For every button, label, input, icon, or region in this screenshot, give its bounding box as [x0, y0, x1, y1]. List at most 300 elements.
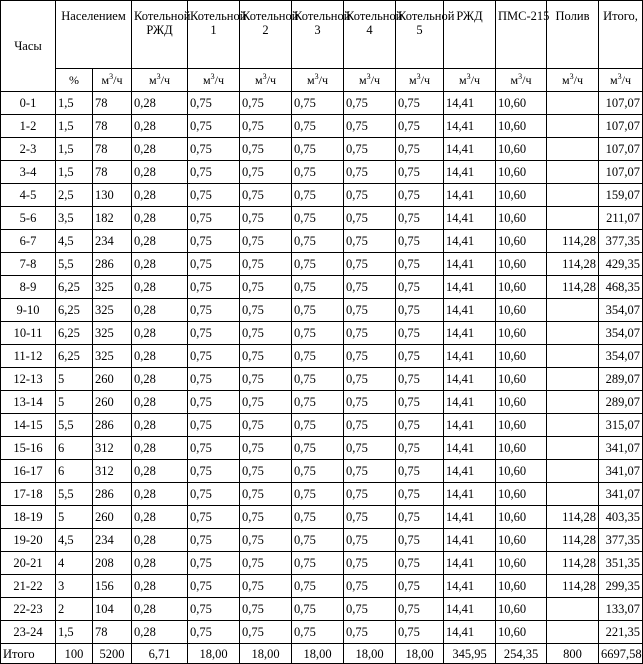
- cell-boiler-3: 0,75: [292, 161, 344, 184]
- cell-hour: 2-3: [1, 138, 56, 161]
- table-row: [1, 460, 643, 483]
- cell-percent: 2,5: [56, 184, 93, 207]
- cell-boiler-5: 0,75: [396, 184, 444, 207]
- unit-m3h-label: $м^3/ч$: [307, 72, 328, 87]
- cell-total: 289,07: [599, 368, 643, 391]
- cell-boiler-1: 0,75: [188, 161, 240, 184]
- cell-boiler-2: 0,75: [240, 138, 292, 161]
- cell-boiler-2: 0,75: [240, 506, 292, 529]
- cell-boiler-rzd: 0,28: [132, 575, 188, 598]
- cell-total: 341,07: [599, 437, 643, 460]
- header-pms: [496, 1, 550, 69]
- cell-population: 286: [93, 253, 132, 276]
- cell-boiler-3: 0,75: [292, 253, 344, 276]
- table-row: [1, 276, 643, 299]
- cell-irrigation: 114,28: [547, 276, 599, 299]
- cell-boiler-2: 0,75: [240, 115, 292, 138]
- table-row: [1, 529, 643, 552]
- cell-rzd: 14,41: [444, 437, 496, 460]
- cell-boiler-rzd: 0,28: [132, 92, 188, 115]
- cell-hour: 16-17: [1, 460, 56, 483]
- cell-hour: 3-4: [1, 161, 56, 184]
- cell-rzd: 14,41: [444, 322, 496, 345]
- unit-percent: [56, 69, 93, 92]
- cell-total: 107,07: [599, 92, 643, 115]
- cell-boiler-2: 0,75: [240, 598, 292, 621]
- cell-rzd: 14,41: [444, 598, 496, 621]
- cell-boiler-1: 0,75: [188, 299, 240, 322]
- cell-rzd: 14,41: [444, 506, 496, 529]
- cell-boiler-4: 0,75: [344, 207, 396, 230]
- cell-irrigation: 114,28: [547, 253, 599, 276]
- cell-irrigation: [547, 184, 599, 207]
- cell-total: 341,07: [599, 460, 643, 483]
- cell-total: 354,07: [599, 345, 643, 368]
- unit-m3h: [396, 69, 444, 92]
- total-boiler-rzd: 6,71: [132, 644, 188, 664]
- cell-boiler-5: 0,75: [396, 575, 444, 598]
- cell-percent: 5,5: [56, 483, 93, 506]
- cell-population: 104: [93, 598, 132, 621]
- cell-population: 325: [93, 322, 132, 345]
- cell-boiler-rzd: 0,28: [132, 115, 188, 138]
- cell-boiler-4: 0,75: [344, 184, 396, 207]
- header-boiler-3: [292, 1, 351, 69]
- header-population: [56, 1, 132, 69]
- cell-percent: 3,5: [56, 207, 93, 230]
- cell-boiler-4: 0,75: [344, 161, 396, 184]
- cell-boiler-5: 0,75: [396, 138, 444, 161]
- cell-rzd: 14,41: [444, 92, 496, 115]
- cell-boiler-5: 0,75: [396, 483, 444, 506]
- cell-boiler-2: 0,75: [240, 437, 292, 460]
- cell-pms: 10,60: [496, 621, 547, 644]
- cell-hour: 11-12: [1, 345, 56, 368]
- cell-rzd: 14,41: [444, 184, 496, 207]
- cell-irrigation: [547, 460, 599, 483]
- cell-pms: 10,60: [496, 184, 547, 207]
- cell-boiler-4: 0,75: [344, 391, 396, 414]
- cell-boiler-3: 0,75: [292, 483, 344, 506]
- unit-percent-label: %: [69, 73, 79, 87]
- cell-boiler-4: 0,75: [344, 460, 396, 483]
- header-boiler-1-label: Котельной 1: [190, 9, 247, 37]
- cell-population: 156: [93, 575, 132, 598]
- cell-boiler-5: 0,75: [396, 161, 444, 184]
- cell-population: 78: [93, 621, 132, 644]
- cell-total: 468,35: [599, 276, 643, 299]
- cell-boiler-rzd: 0,28: [132, 391, 188, 414]
- cell-rzd: 14,41: [444, 414, 496, 437]
- cell-population: 78: [93, 92, 132, 115]
- cell-boiler-4: 0,75: [344, 138, 396, 161]
- cell-boiler-1: 0,75: [188, 621, 240, 644]
- cell-hour: 14-15: [1, 414, 56, 437]
- cell-population: 325: [93, 299, 132, 322]
- cell-boiler-1: 0,75: [188, 368, 240, 391]
- cell-boiler-1: 0,75: [188, 414, 240, 437]
- cell-boiler-1: 0,75: [188, 253, 240, 276]
- cell-boiler-5: 0,75: [396, 322, 444, 345]
- table-row: [1, 552, 643, 575]
- unit-m3h: [599, 69, 643, 92]
- cell-boiler-1: 0,75: [188, 115, 240, 138]
- cell-total: 351,35: [599, 552, 643, 575]
- cell-rzd: 14,41: [444, 207, 496, 230]
- unit-m3h-label: $м^3/ч$: [610, 72, 631, 87]
- cell-boiler-2: 0,75: [240, 161, 292, 184]
- cell-boiler-3: 0,75: [292, 460, 344, 483]
- cell-population: 234: [93, 230, 132, 253]
- cell-irrigation: [547, 621, 599, 644]
- cell-boiler-1: 0,75: [188, 437, 240, 460]
- cell-irrigation: 114,28: [547, 552, 599, 575]
- cell-boiler-2: 0,75: [240, 230, 292, 253]
- table-row: [1, 138, 643, 161]
- cell-boiler-3: 0,75: [292, 391, 344, 414]
- cell-total: 315,07: [599, 414, 643, 437]
- cell-boiler-1: 0,75: [188, 184, 240, 207]
- cell-hour: 9-10: [1, 299, 56, 322]
- cell-boiler-1: 0,75: [188, 483, 240, 506]
- cell-boiler-3: 0,75: [292, 276, 344, 299]
- cell-population: 286: [93, 414, 132, 437]
- cell-irrigation: 114,28: [547, 529, 599, 552]
- cell-boiler-rzd: 0,28: [132, 253, 188, 276]
- header-hours-label: Часы: [14, 39, 42, 53]
- cell-rzd: 14,41: [444, 460, 496, 483]
- cell-boiler-rzd: 0,28: [132, 230, 188, 253]
- cell-boiler-rzd: 0,28: [132, 598, 188, 621]
- cell-total: 377,35: [599, 230, 643, 253]
- cell-pms: 10,60: [496, 276, 547, 299]
- cell-pms: 10,60: [496, 437, 547, 460]
- cell-boiler-5: 0,75: [396, 460, 444, 483]
- cell-boiler-4: 0,75: [344, 575, 396, 598]
- cell-boiler-rzd: 0,28: [132, 276, 188, 299]
- cell-boiler-2: 0,75: [240, 92, 292, 115]
- cell-boiler-1: 0,75: [188, 230, 240, 253]
- cell-boiler-3: 0,75: [292, 345, 344, 368]
- table-row: [1, 115, 643, 138]
- header-total: [599, 1, 643, 69]
- cell-boiler-4: 0,75: [344, 598, 396, 621]
- cell-boiler-5: 0,75: [396, 276, 444, 299]
- cell-boiler-4: 0,75: [344, 92, 396, 115]
- cell-pms: 10,60: [496, 92, 547, 115]
- cell-boiler-1: 0,75: [188, 598, 240, 621]
- cell-rzd: 14,41: [444, 345, 496, 368]
- cell-percent: 6,25: [56, 322, 93, 345]
- cell-boiler-1: 0,75: [188, 322, 240, 345]
- cell-hour: 8-9: [1, 276, 56, 299]
- table-row: [1, 391, 643, 414]
- cell-percent: 5: [56, 506, 93, 529]
- table-row: [1, 299, 643, 322]
- unit-m3h-label: $м^3/ч$: [510, 72, 532, 87]
- cell-rzd: 14,41: [444, 161, 496, 184]
- cell-total: 354,07: [599, 299, 643, 322]
- cell-total: 354,07: [599, 322, 643, 345]
- cell-boiler-1: 0,75: [188, 276, 240, 299]
- cell-boiler-rzd: 0,28: [132, 437, 188, 460]
- cell-boiler-3: 0,75: [292, 322, 344, 345]
- cell-boiler-5: 0,75: [396, 115, 444, 138]
- cell-hour: 1-2: [1, 115, 56, 138]
- cell-boiler-1: 0,75: [188, 207, 240, 230]
- cell-population: 325: [93, 276, 132, 299]
- unit-m3h-label: $м^3/ч$: [101, 72, 123, 87]
- cell-irrigation: [547, 115, 599, 138]
- total-boiler-5: 18,00: [396, 644, 444, 664]
- cell-boiler-2: 0,75: [240, 414, 292, 437]
- table-row: [1, 161, 643, 184]
- cell-boiler-5: 0,75: [396, 598, 444, 621]
- total-boiler-1: 18,00: [188, 644, 240, 664]
- total-population: 5200: [93, 644, 132, 664]
- cell-total: 211,07: [599, 207, 643, 230]
- cell-boiler-3: 0,75: [292, 184, 344, 207]
- cell-percent: 6,25: [56, 299, 93, 322]
- cell-boiler-rzd: 0,28: [132, 414, 188, 437]
- cell-boiler-2: 0,75: [240, 253, 292, 276]
- cell-pms: 10,60: [496, 230, 547, 253]
- cell-irrigation: 114,28: [547, 506, 599, 529]
- cell-percent: 5,5: [56, 414, 93, 437]
- cell-boiler-1: 0,75: [188, 552, 240, 575]
- cell-boiler-5: 0,75: [396, 253, 444, 276]
- units-row: [1, 69, 643, 92]
- cell-population: 130: [93, 184, 132, 207]
- cell-boiler-1: 0,75: [188, 529, 240, 552]
- cell-pms: 10,60: [496, 483, 547, 506]
- total-rzd: 345,95: [444, 644, 496, 664]
- cell-total: 377,35: [599, 529, 643, 552]
- cell-hour: 17-18: [1, 483, 56, 506]
- unit-m3h-label: $м^3/ч$: [255, 72, 276, 87]
- cell-population: 78: [93, 138, 132, 161]
- header-total-label: Итого,: [603, 9, 638, 23]
- cell-population: 182: [93, 207, 132, 230]
- cell-boiler-rzd: 0,28: [132, 552, 188, 575]
- header-boiler-5-label: Котельной 5: [398, 9, 455, 37]
- header-boiler-4-label: Котельной 4: [346, 9, 403, 37]
- cell-boiler-2: 0,75: [240, 368, 292, 391]
- cell-rzd: 14,41: [444, 138, 496, 161]
- cell-percent: 6,25: [56, 276, 93, 299]
- cell-percent: 1,5: [56, 161, 93, 184]
- header-boiler-rzd: [132, 1, 191, 69]
- unit-m3h-label: $м^3/ч$: [149, 72, 170, 87]
- cell-boiler-1: 0,75: [188, 391, 240, 414]
- cell-boiler-4: 0,75: [344, 253, 396, 276]
- cell-boiler-rzd: 0,28: [132, 368, 188, 391]
- cell-boiler-2: 0,75: [240, 529, 292, 552]
- cell-irrigation: [547, 345, 599, 368]
- cell-total: 289,07: [599, 391, 643, 414]
- table-row: [1, 598, 643, 621]
- cell-boiler-3: 0,75: [292, 115, 344, 138]
- cell-percent: 6: [56, 460, 93, 483]
- header-boiler-3-label: Котельной 3: [294, 9, 351, 37]
- cell-rzd: 14,41: [444, 391, 496, 414]
- cell-irrigation: [547, 92, 599, 115]
- cell-boiler-5: 0,75: [396, 621, 444, 644]
- cell-hour: 10-11: [1, 322, 56, 345]
- cell-boiler-1: 0,75: [188, 345, 240, 368]
- cell-boiler-2: 0,75: [240, 207, 292, 230]
- cell-boiler-5: 0,75: [396, 345, 444, 368]
- cell-boiler-4: 0,75: [344, 345, 396, 368]
- cell-hour: 23-24: [1, 621, 56, 644]
- cell-percent: 1,5: [56, 621, 93, 644]
- cell-pms: 10,60: [496, 598, 547, 621]
- header-boiler-2: [240, 1, 299, 69]
- cell-boiler-3: 0,75: [292, 207, 344, 230]
- cell-boiler-3: 0,75: [292, 138, 344, 161]
- cell-hour: 7-8: [1, 253, 56, 276]
- total-boiler-2: 18,00: [240, 644, 292, 664]
- cell-percent: 1,5: [56, 115, 93, 138]
- cell-pms: 10,60: [496, 552, 547, 575]
- header-pms-label: ПМС-215: [498, 9, 550, 23]
- cell-boiler-1: 0,75: [188, 460, 240, 483]
- cell-hour: 15-16: [1, 437, 56, 460]
- cell-total: 107,07: [599, 161, 643, 184]
- unit-m3h-label: $м^3/ч$: [359, 72, 380, 87]
- cell-boiler-rzd: 0,28: [132, 621, 188, 644]
- cell-boiler-rzd: 0,28: [132, 299, 188, 322]
- cell-population: 312: [93, 460, 132, 483]
- cell-pms: 10,60: [496, 207, 547, 230]
- cell-boiler-2: 0,75: [240, 299, 292, 322]
- cell-irrigation: [547, 299, 599, 322]
- cell-boiler-4: 0,75: [344, 506, 396, 529]
- total-percent: 100: [56, 644, 93, 664]
- cell-boiler-rzd: 0,28: [132, 483, 188, 506]
- cell-boiler-rzd: 0,28: [132, 506, 188, 529]
- cell-total: 221,35: [599, 621, 643, 644]
- cell-population: 260: [93, 506, 132, 529]
- unit-m3h: [292, 69, 344, 92]
- cell-pms: 10,60: [496, 368, 547, 391]
- cell-boiler-2: 0,75: [240, 391, 292, 414]
- unit-m3h: [132, 69, 188, 92]
- cell-pms: 10,60: [496, 345, 547, 368]
- unit-m3h-label: $м^3/ч$: [409, 72, 430, 87]
- cell-boiler-3: 0,75: [292, 598, 344, 621]
- cell-boiler-4: 0,75: [344, 368, 396, 391]
- cell-total: 107,07: [599, 115, 643, 138]
- cell-total: 299,35: [599, 575, 643, 598]
- table-row: [1, 345, 643, 368]
- cell-irrigation: [547, 368, 599, 391]
- cell-boiler-4: 0,75: [344, 621, 396, 644]
- cell-boiler-4: 0,75: [344, 414, 396, 437]
- header-hours: [1, 1, 56, 92]
- cell-rzd: 14,41: [444, 253, 496, 276]
- unit-m3h: [240, 69, 292, 92]
- cell-irrigation: 114,28: [547, 230, 599, 253]
- header-population-label: Населением: [61, 9, 126, 23]
- cell-boiler-2: 0,75: [240, 276, 292, 299]
- unit-m3h: [344, 69, 396, 92]
- cell-population: 78: [93, 161, 132, 184]
- table-row: [1, 184, 643, 207]
- cell-percent: 1,5: [56, 138, 93, 161]
- cell-pms: 10,60: [496, 414, 547, 437]
- cell-pms: 10,60: [496, 299, 547, 322]
- header-boiler-1: [188, 1, 247, 69]
- table-row: [1, 368, 643, 391]
- cell-boiler-rzd: 0,28: [132, 161, 188, 184]
- cell-pms: 10,60: [496, 322, 547, 345]
- cell-total: 133,07: [599, 598, 643, 621]
- cell-boiler-5: 0,75: [396, 207, 444, 230]
- cell-boiler-2: 0,75: [240, 621, 292, 644]
- cell-irrigation: [547, 598, 599, 621]
- table-row: [1, 483, 643, 506]
- table-row: [1, 322, 643, 345]
- cell-total: 429,35: [599, 253, 643, 276]
- cell-boiler-3: 0,75: [292, 368, 344, 391]
- header-boiler-rzd-label: Котельной РЖД: [134, 9, 191, 37]
- cell-boiler-5: 0,75: [396, 529, 444, 552]
- cell-hour: 21-22: [1, 575, 56, 598]
- cell-boiler-2: 0,75: [240, 575, 292, 598]
- cell-percent: 2: [56, 598, 93, 621]
- unit-m3h: [496, 69, 547, 92]
- cell-hour: 22-23: [1, 598, 56, 621]
- cell-boiler-1: 0,75: [188, 506, 240, 529]
- cell-boiler-3: 0,75: [292, 92, 344, 115]
- cell-boiler-1: 0,75: [188, 92, 240, 115]
- cell-rzd: 14,41: [444, 621, 496, 644]
- cell-boiler-3: 0,75: [292, 552, 344, 575]
- total-irrigation: 800: [547, 644, 599, 664]
- cell-boiler-rzd: 0,28: [132, 529, 188, 552]
- cell-pms: 10,60: [496, 506, 547, 529]
- cell-population: 260: [93, 368, 132, 391]
- cell-rzd: 14,41: [444, 230, 496, 253]
- total-boiler-3: 18,00: [292, 644, 344, 664]
- cell-boiler-3: 0,75: [292, 575, 344, 598]
- cell-rzd: 14,41: [444, 529, 496, 552]
- total-sum: 6697,58: [599, 644, 643, 664]
- cell-boiler-rzd: 0,28: [132, 184, 188, 207]
- cell-irrigation: [547, 207, 599, 230]
- unit-m3h-label: $м^3/ч$: [203, 72, 224, 87]
- table-row: [1, 92, 643, 115]
- cell-total: 403,35: [599, 506, 643, 529]
- cell-boiler-rzd: 0,28: [132, 138, 188, 161]
- total-label: Итого: [1, 644, 56, 664]
- cell-irrigation: [547, 322, 599, 345]
- cell-boiler-1: 0,75: [188, 575, 240, 598]
- cell-pms: 10,60: [496, 161, 547, 184]
- header-boiler-5: [396, 1, 455, 69]
- cell-total: 107,07: [599, 138, 643, 161]
- cell-boiler-2: 0,75: [240, 483, 292, 506]
- cell-pms: 10,60: [496, 529, 547, 552]
- total-boiler-4: 18,00: [344, 644, 396, 664]
- cell-boiler-rzd: 0,28: [132, 460, 188, 483]
- unit-m3h-label: $м^3/ч$: [562, 72, 583, 87]
- cell-boiler-4: 0,75: [344, 552, 396, 575]
- cell-boiler-4: 0,75: [344, 322, 396, 345]
- cell-percent: 6,25: [56, 345, 93, 368]
- cell-boiler-3: 0,75: [292, 529, 344, 552]
